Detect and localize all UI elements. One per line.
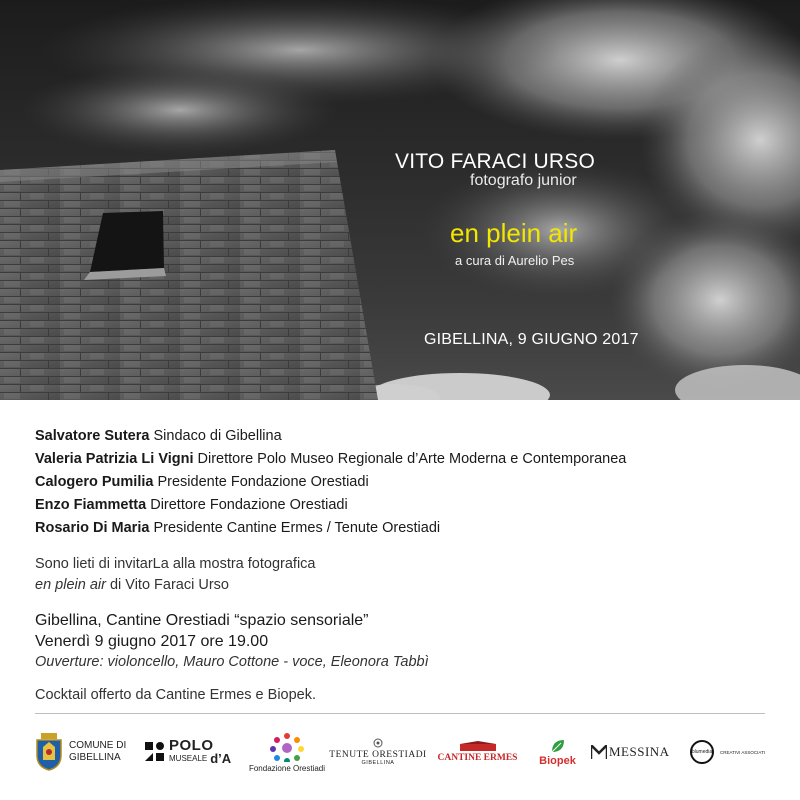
cantine-building-icon bbox=[458, 741, 498, 751]
event-datetime: Venerdì 9 giugno 2017 ore 19.00 bbox=[35, 633, 269, 650]
polo-da: d’A bbox=[210, 751, 232, 766]
invite-line-1: Sono lieti di invitarLa alla mostra fotografica bbox=[35, 556, 316, 572]
sponsor-logos bbox=[35, 722, 775, 782]
divider bbox=[35, 713, 765, 714]
blumedia-circle-icon bbox=[690, 740, 714, 764]
curator: a cura di Aurelio Pes bbox=[455, 253, 575, 268]
invitation-body bbox=[35, 425, 775, 703]
event-details bbox=[35, 610, 775, 673]
messina-label: MESSINA bbox=[609, 744, 670, 759]
building-wall bbox=[0, 150, 378, 400]
tenute-label: TENUTE ORESTIADI bbox=[329, 750, 427, 760]
host-title: Direttore Fondazione Orestiadi bbox=[150, 497, 348, 513]
logo-biopek bbox=[535, 722, 580, 782]
host-line bbox=[35, 448, 775, 471]
blumedia-label: blumedia bbox=[691, 749, 713, 755]
host-title: Sindaco di Gibellina bbox=[153, 428, 282, 444]
logo-tenute-orestiadi bbox=[329, 722, 427, 782]
host-name: Rosario Di Maria bbox=[35, 520, 150, 536]
artist-name: VITO FARACI URSO bbox=[395, 150, 596, 173]
host-line bbox=[35, 471, 775, 494]
host-name: Salvatore Sutera bbox=[35, 428, 150, 444]
tenute-sub: GIBELLINA bbox=[361, 760, 395, 766]
cantine-label: CANTINE ERMES bbox=[437, 753, 518, 763]
host-line bbox=[35, 494, 775, 517]
host-title: Direttore Polo Museo Regionale d’Arte Moderna e Contemporanea bbox=[197, 451, 627, 467]
exhibition-title: en plein air bbox=[450, 218, 578, 248]
cocktail-note: Cocktail offerto da Cantine Ermes e Biopek. bbox=[35, 687, 317, 703]
event-venue: Gibellina, Cantine Orestiadi “spazio sensoriale” bbox=[35, 612, 369, 629]
tenute-emblem-icon bbox=[372, 738, 384, 748]
hero-text bbox=[395, 150, 675, 268]
artist-role: fotografo junior bbox=[470, 172, 577, 189]
polo-museale-icon bbox=[145, 742, 165, 762]
invitation-text bbox=[35, 554, 775, 596]
biopek-label: Biopek bbox=[539, 755, 576, 767]
host-name: Enzo Fiammetta bbox=[35, 497, 147, 513]
place-date: GIBELLINA, 9 GIUGNO 2017 bbox=[424, 331, 639, 348]
invite-line-2-rest: di Vito Faraci Urso bbox=[105, 577, 229, 593]
messina-m-icon bbox=[591, 745, 607, 759]
comune-line-2: GIBELLINA bbox=[69, 752, 121, 763]
host-name: Valeria Patrizia Li Vigni bbox=[35, 451, 194, 467]
logo-comune-gibellina bbox=[35, 722, 135, 782]
polo-sub: MUSEALE bbox=[169, 754, 208, 763]
logo-messina bbox=[591, 722, 681, 782]
fondazione-emblem-icon bbox=[270, 732, 304, 762]
host-title: Presidente Fondazione Orestiadi bbox=[157, 474, 369, 490]
fondazione-label: Fondazione Orestiadi bbox=[248, 763, 326, 773]
leaf-icon bbox=[549, 737, 567, 755]
host-name: Calogero Pumilia bbox=[35, 474, 154, 490]
logo-polo-museale bbox=[145, 722, 240, 782]
logo-blumedia bbox=[690, 722, 780, 782]
invite-title-italic: en plein air bbox=[35, 577, 106, 593]
creativi-label: CREATIVI ASSOCIATI bbox=[720, 749, 766, 755]
logo-cantine-ermes bbox=[435, 722, 520, 782]
host-line bbox=[35, 425, 775, 448]
invite-line-2 bbox=[35, 575, 775, 596]
comune-line-1: COMUNE DI bbox=[69, 740, 127, 751]
event-overture: Ouverture: violoncello, Mauro Cottone - voce, Eleonora Tabbì bbox=[35, 654, 429, 670]
logo-fondazione-orestiadi bbox=[247, 722, 327, 782]
host-line bbox=[35, 517, 775, 540]
polo-main: POLO bbox=[169, 737, 214, 754]
coat-of-arms-icon bbox=[35, 733, 63, 771]
host-title: Presidente Cantine Ermes / Tenute Orestiadi bbox=[153, 520, 441, 536]
